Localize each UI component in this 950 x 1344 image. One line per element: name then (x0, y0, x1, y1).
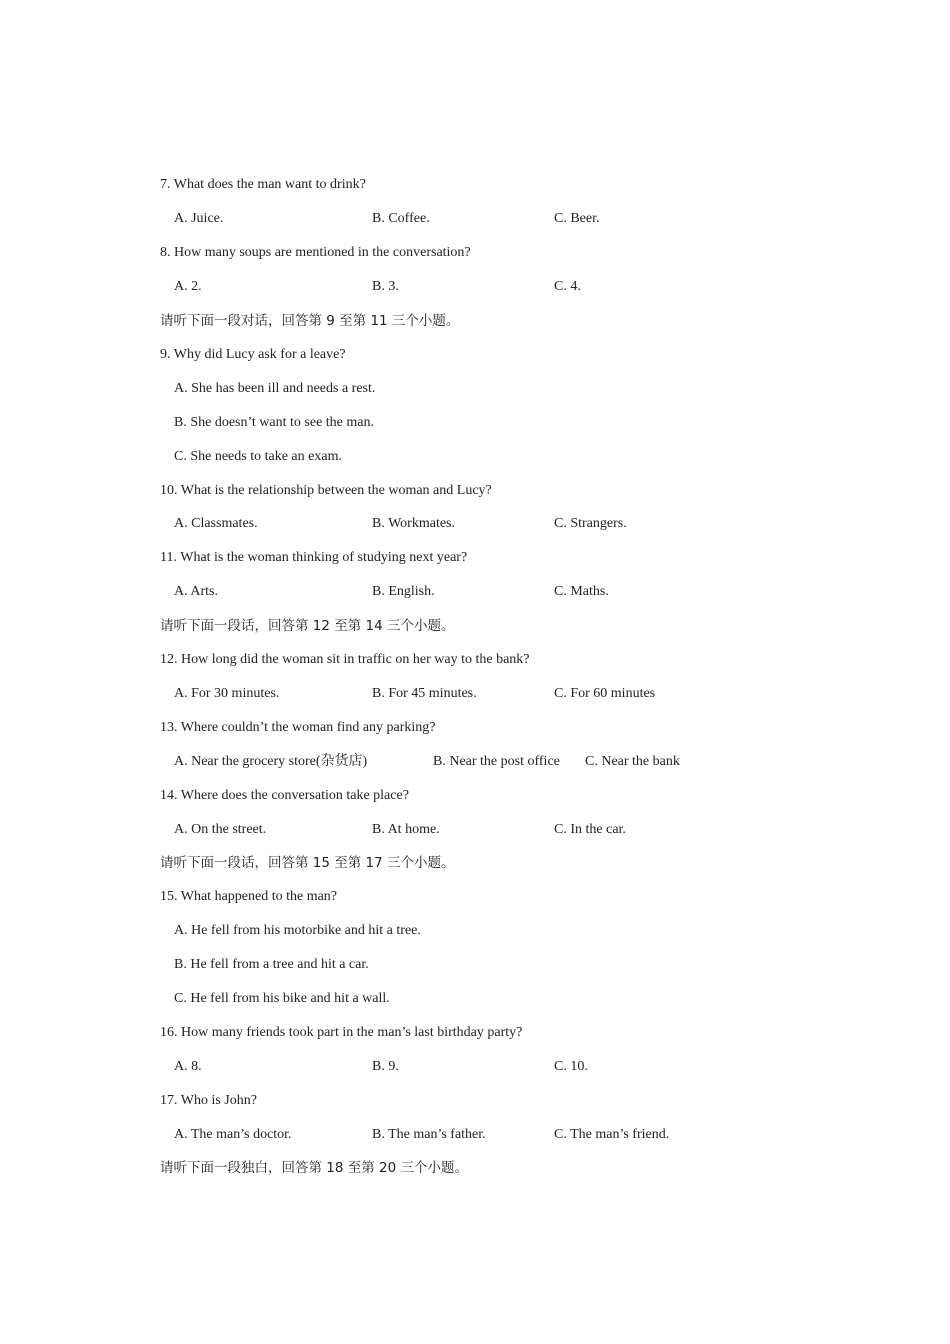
q9-option-a: A. She has been ill and needs a rest. (174, 381, 376, 396)
q12-option-b: B. For 45 minutes. (372, 686, 477, 701)
q17-option-c: C. The man’s friend. (554, 1127, 670, 1142)
q7-option-a: A. Juice. (174, 211, 224, 226)
q14-option-a: A. On the street. (174, 822, 267, 837)
q8-option-b: B. 3. (372, 279, 399, 294)
q16-option-c: C. 10. (554, 1059, 588, 1074)
q12-option-a: A. For 30 minutes. (174, 686, 280, 701)
section-instruction: 请听下面一段对话，回答第 9 至第 11 三个小题。 (160, 313, 460, 329)
question-12: 12. How long did the woman sit in traffic on her way to the bank? (160, 652, 530, 667)
q13-option-a: A. Near the grocery store(杂货店) (174, 754, 368, 769)
q15-option-b: B. He fell from a tree and hit a car. (174, 957, 369, 972)
q9-option-c: C. She needs to take an exam. (174, 449, 342, 464)
question-13: 13. Where couldn’t the woman find any parking? (160, 720, 436, 735)
q17-option-b: B. The man’s father. (372, 1127, 486, 1142)
q12-option-c: C. For 60 minutes (554, 686, 656, 701)
q15-option-c: C. He fell from his bike and hit a wall. (174, 991, 390, 1006)
q7-option-c: C. Beer. (554, 211, 600, 226)
q16-option-b: B. 9. (372, 1059, 399, 1074)
q7-option-b: B. Coffee. (372, 211, 430, 226)
question-14: 14. Where does the conversation take place? (160, 788, 409, 803)
q17-option-a: A. The man’s doctor. (174, 1127, 292, 1142)
q10-option-a: A. Classmates. (174, 516, 258, 531)
q14-option-b: B. At home. (372, 822, 440, 837)
q10-option-b: B. Workmates. (372, 516, 455, 531)
q8-option-c: C. 4. (554, 279, 581, 294)
q8-option-a: A. 2. (174, 279, 202, 294)
q16-option-a: A. 8. (174, 1059, 202, 1074)
q11-option-a: A. Arts. (174, 584, 218, 599)
section-instruction: 请听下面一段独白，回答第 18 至第 20 三个小题。 (160, 1160, 469, 1176)
question-10: 10. What is the relationship between the woman and Lucy? (160, 483, 492, 498)
section-instruction: 请听下面一段话，回答第 12 至第 14 三个小题。 (160, 618, 455, 634)
q13-option-b: B. Near the post office (433, 754, 560, 769)
question-16: 16. How many friends took part in the man’s last birthday party? (160, 1025, 523, 1040)
q13-option-c: C. Near the bank (585, 754, 680, 769)
section-instruction: 请听下面一段话，回答第 15 至第 17 三个小题。 (160, 855, 455, 871)
question-9: 9. Why did Lucy ask for a leave? (160, 347, 346, 362)
q10-option-c: C. Strangers. (554, 516, 627, 531)
q14-option-c: C. In the car. (554, 822, 626, 837)
question-11: 11. What is the woman thinking of studying next year? (160, 550, 468, 565)
q15-option-a: A. He fell from his motorbike and hit a tree. (174, 923, 421, 938)
question-8: 8. How many soups are mentioned in the conversation? (160, 245, 471, 260)
question-7: 7. What does the man want to drink? (160, 177, 366, 192)
question-17: 17. Who is John? (160, 1093, 257, 1108)
q9-option-b: B. She doesn’t want to see the man. (174, 415, 374, 430)
q11-option-b: B. English. (372, 584, 435, 599)
q11-option-c: C. Maths. (554, 584, 609, 599)
question-15: 15. What happened to the man? (160, 889, 338, 904)
